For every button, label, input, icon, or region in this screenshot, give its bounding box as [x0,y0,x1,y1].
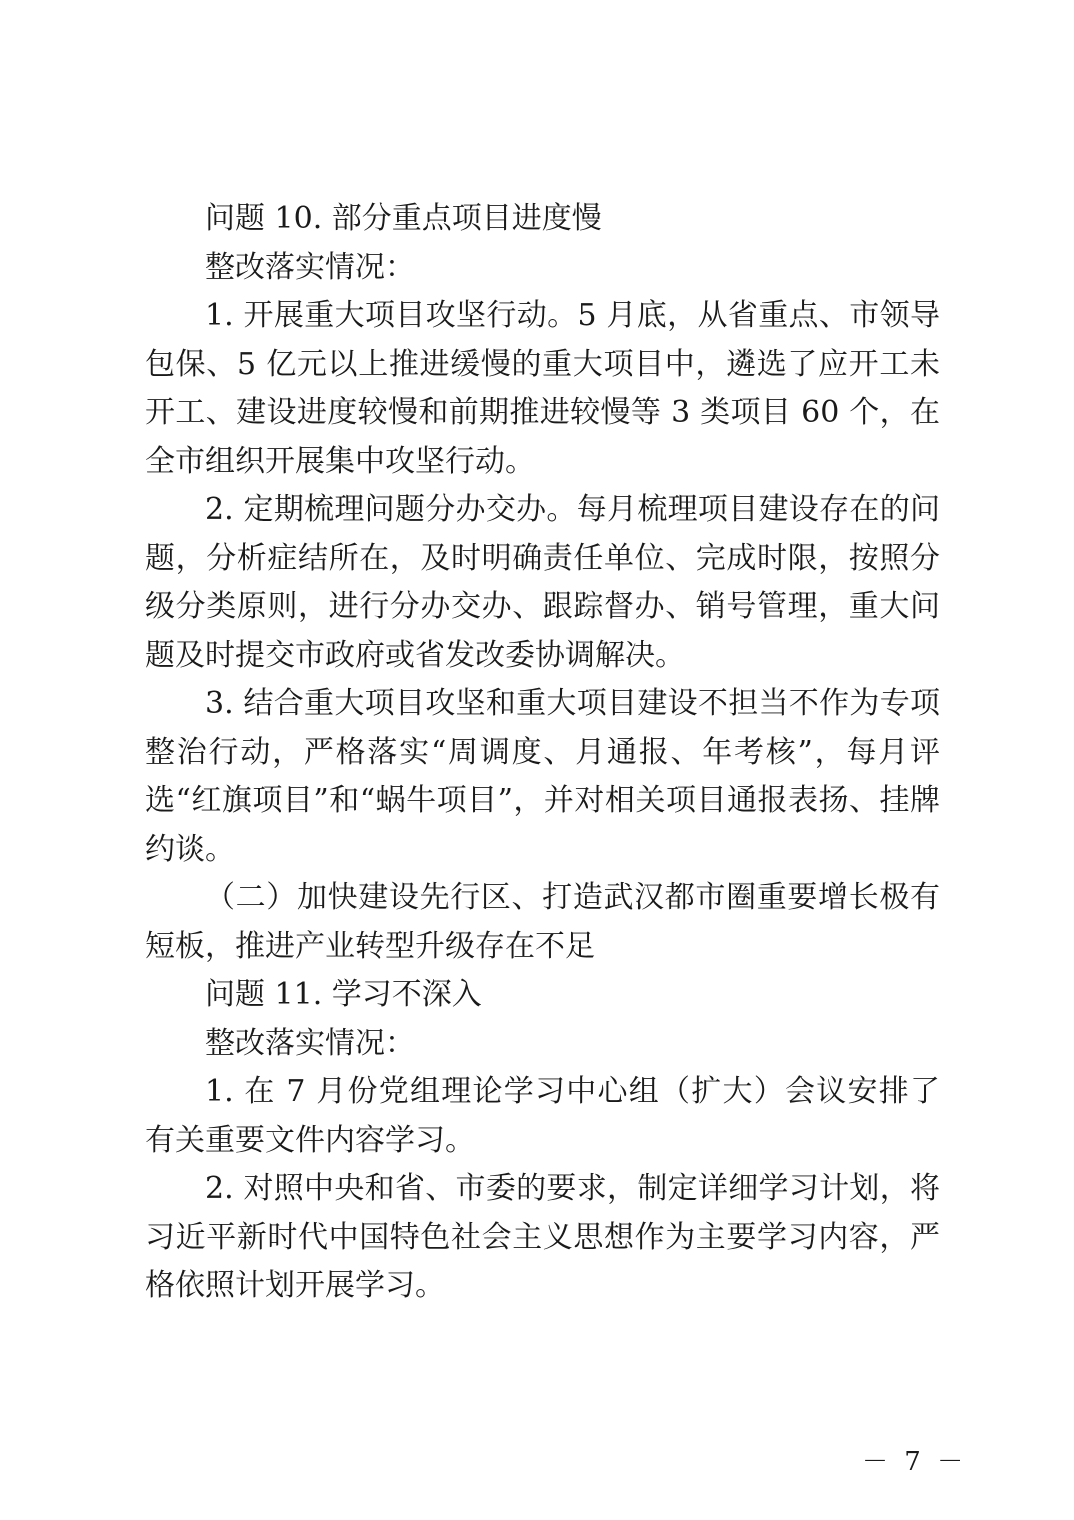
issue-11-item-1: 1. 在 7 月份党组理论学习中心组（扩大）会议安排了有关重要文件内容学习。 [145,1074,940,1158]
issue-10-heading: 问题 10. 部分重点项目进度慢 [205,201,602,236]
page-number: － 7 － [862,1447,968,1477]
issue-11-item-2: 2. 对照中央和省、市委的要求，制定详细学习计划，将习近平新时代中国特色社会主义思想作为主要学习内容，严格依照计划开展学习。 [145,1171,940,1303]
section-2-heading: （二）加快建设先行区、打造武汉都市圈重要增长极有短板，推进产业转型升级存在不足 [145,880,940,964]
document-body [145,195,940,1311]
rectification-label-1: 整改落实情况： [205,249,415,285]
issue-11-heading: 问题 11. 学习不深入 [205,977,482,1012]
issue-10-item-2: 2. 定期梳理问题分办交办。每月梳理项目建设存在的问题，分析症结所在，及时明确责任单位、完成时限，按照分级分类原则，进行分办交办、跟踪督办、销号管理，重大问题及时提交市政府或省发改委协调解决。 [145,492,940,673]
rectification-label-2: 整改落实情况： [205,1025,415,1061]
issue-10-item-3: 3. 结合重大项目攻坚和重大项目建设不担当不作为专项整治行动，严格落实“周调度、月通报、年考核”，每月评选“红旗项目”和“蜗牛项目”，并对相关项目通报表扬、挂牌约谈。 [145,686,940,867]
issue-10-item-1: 1. 开展重大项目攻坚行动。5 月底，从省重点、市领导包保、5 亿元以上推进缓慢的重大项目中，遴选了应开工未开工、建设进度较慢和前期推进较慢等 3 类项目 60 个，在全市组织开展集中攻坚行动。 [145,298,940,479]
